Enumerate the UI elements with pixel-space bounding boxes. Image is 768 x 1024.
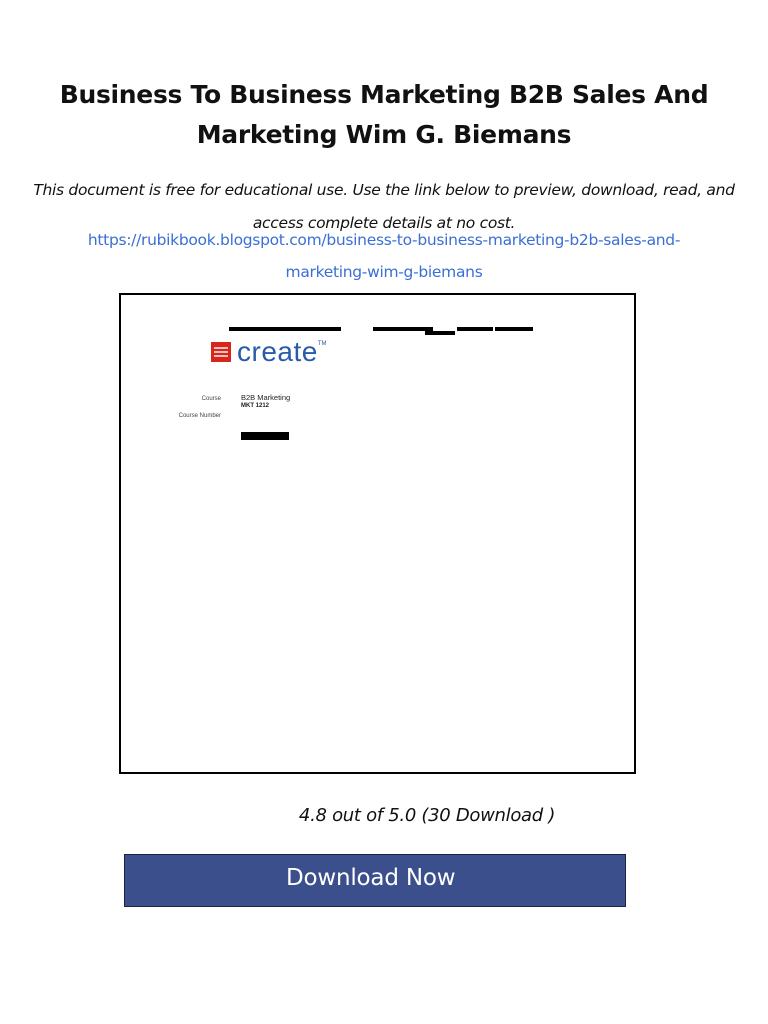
trademark-mark: TM — [317, 341, 327, 347]
course-number-label: Course Number — [178, 413, 221, 419]
download-button-label: Download Now — [286, 865, 456, 891]
description-text: This document is free for educational use. Use the link below to preview, download, read, and access complete details at no cost. — [33, 180, 735, 232]
brand-name: create — [237, 336, 318, 367]
rating-text: 4.8 out of 5.0 (30 Download ) — [298, 805, 556, 826]
redacted-block — [229, 327, 313, 331]
course-label: Course — [201, 396, 221, 402]
redacted-block — [425, 331, 455, 335]
course-number-value: MKT 1212 — [241, 403, 270, 409]
mcgraw-hill-logo-icon — [211, 342, 231, 362]
redacted-block — [457, 327, 493, 331]
brand-logo — [211, 338, 327, 366]
page-title: Business To Business Marketing B2B Sales And Marketing Wim G. Biemans — [59, 79, 709, 149]
download-now-button[interactable] — [124, 854, 626, 907]
redacted-block — [495, 327, 533, 331]
course-value: B2B Marketing — [241, 393, 291, 402]
redacted-block — [313, 327, 341, 331]
document-link[interactable]: https://rubikbook.blogspot.com/business-to-business-marketing-b2b-sales-and-marketing-wim-g-biemans — [87, 231, 681, 281]
redacted-block — [373, 327, 433, 331]
redacted-block — [241, 432, 289, 440]
document-preview[interactable] — [119, 293, 636, 774]
